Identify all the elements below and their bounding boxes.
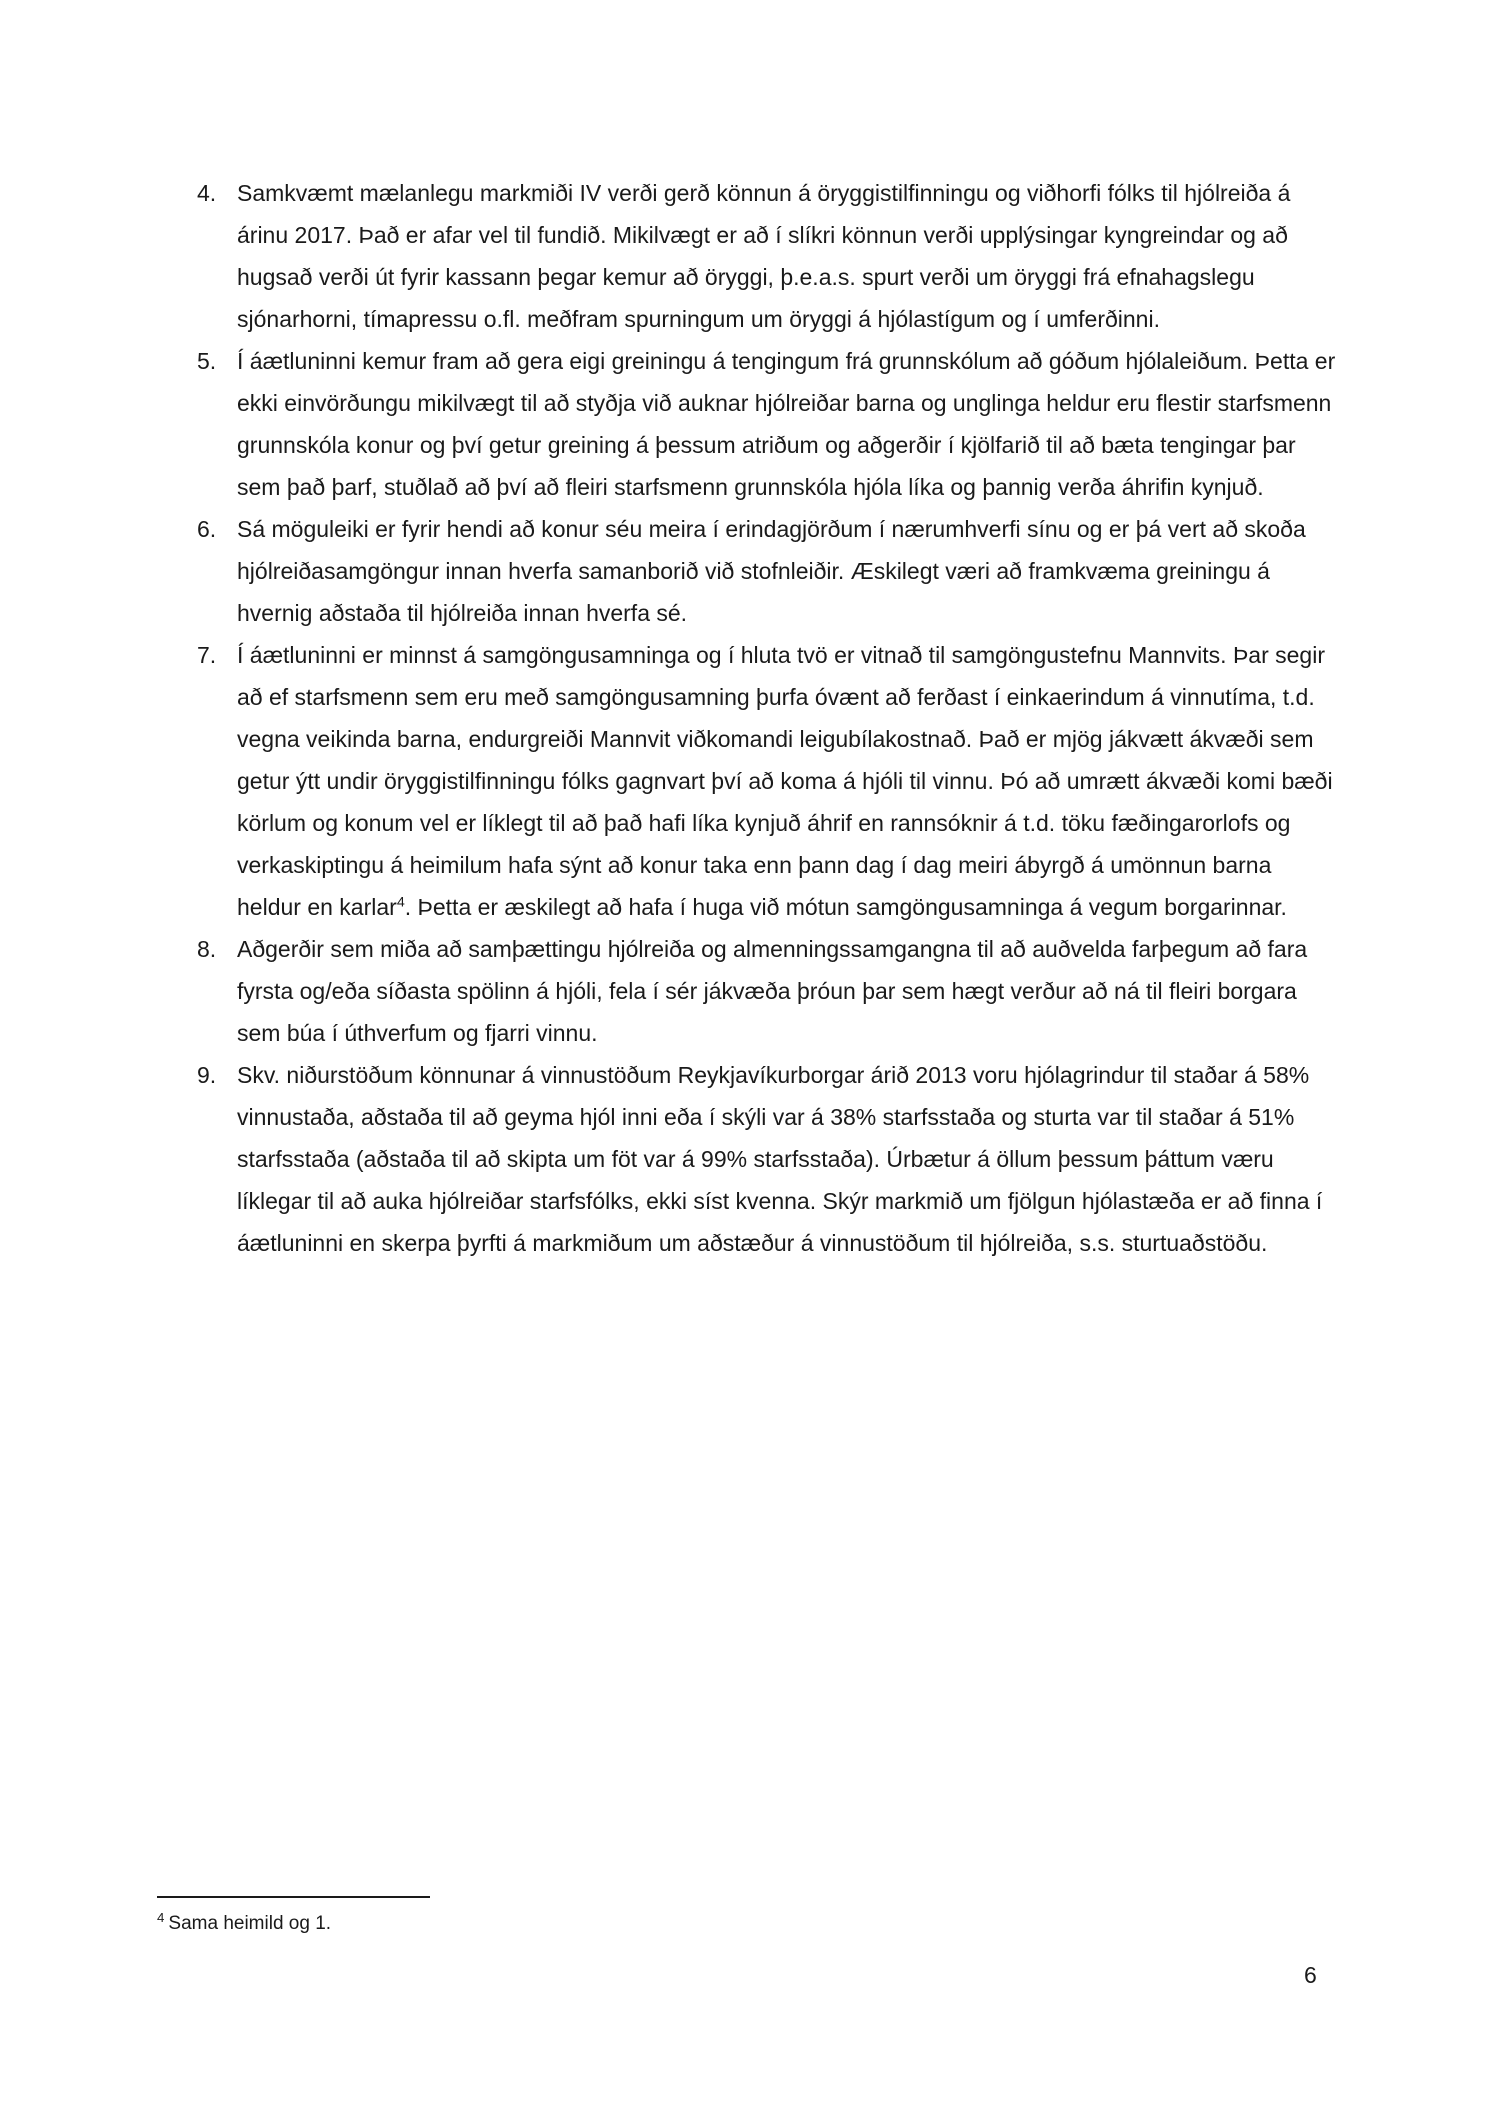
list-item-number: 6. [197,516,217,542]
footnote-text: Sama heimild og 1. [168,1913,332,1934]
list-item-number: 4. [197,180,217,206]
numbered-list [197,172,1340,1264]
list-item-number: 9. [197,1062,217,1088]
list-item-text-segment: . Þetta er æskilegt að hafa í huga við mótun samgöngusamninga á vegum borgarinnar. [404,894,1287,920]
footnote-reference: 4 [396,894,405,911]
page-number: 6 [1304,1962,1317,1988]
list-item-text: Í áætluninni kemur fram að gera eigi greiningu á tengingum frá grunnskólum að góðum hjólaleiðum. Þetta er ekki einvörðungu mikilvægt til að styðja við auknar hjólreiðar barna og unglinga heldur eru flestir starfsmenn grunnskóla konur og því getur greining á þessum atriðum og aðgerðir í kjölfarið til að bæta tengingar þar sem það þarf, stuðlað að því að fleiri starfsmenn grunnskóla hjóla líka og þannig verða áhrifin kynjuð. [237,348,1336,500]
list-item-number: 5. [197,348,217,374]
list-item-text: Aðgerðir sem miða að samþættingu hjólreiða og almenningssamgangna til að auðvelda farþegum að fara fyrsta og/eða síðasta spölinn á hjóli, fela í sér jákvæða þróun þar sem hægt verður að ná til fleiri borgara sem búa í úthverfum og fjarri vinnu. [237,936,1308,1046]
list-item-text: Sá möguleiki er fyrir hendi að konur séu meira í erindagjörðum í nærumhverfi sínu og er þá vert að skoða hjólreiðasamgöngur innan hverfa samanborið við stofnleiðir. Æskilegt væri að framkvæma greiningu á hvernig aðstaða til hjólreiða innan hverfa sé. [237,516,1306,626]
footnote-separator [157,1896,430,1898]
footnote [157,1910,331,1938]
list-item-text [237,634,1340,928]
list-item [197,508,1340,634]
list-item-text-segment: Í áætluninni er minnst á samgöngusamninga og í hluta tvö er vitnað til samgöngustefnu Mannvits. Þar segir að ef starfsmenn sem eru með samgöngusamning þurfa óvænt að ferðast í einkaerindum á vinnutíma, t.d. vegna veikinda barna, endurgreiði Mannvit viðkomandi leigubílakostnað. Það er mjög jákvætt ákvæði sem getur ýtt undir öryggistilfinningu fólks gagnvart því að koma á hjóli til vinnu. Þó að umrætt ákvæði komi bæði körlum og konum vel er líklegt til að það hafi líka kynjuð áhrif en rannsóknir á t.d. töku fæðingarorlofs og verkaskiptingu á heimilum hafa sýnt að konur taka enn þann dag í dag meiri ábyrgð á umönnun barna heldur en karlar [237,642,1333,920]
list-item [197,928,1340,1054]
list-item [197,172,1340,340]
footnote-marker: 4 [157,1909,165,1925]
list-item-number: 7. [197,642,217,668]
list-item-text: Skv. niðurstöðum könnunar á vinnustöðum Reykjavíkurborgar árið 2013 voru hjólagrindur til staðar á 58% vinnustaða, aðstaða til að geyma hjól inni eða í skýli var á 38% starfsstaða og sturta var til staðar á 51% starfsstaða (aðstaða til að skipta um föt var á 99% starfsstaða). Úrbætur á öllum þessum þáttum væru líklegar til að auka hjólreiðar starfsfólks, ekki síst kvenna. Skýr markmið um fjölgun hjólastæða er að finna í áætluninni en skerpa þyrfti á markmiðum um aðstæður á vinnustöðum til hjólreiða, s.s. sturtuaðstöðu. [237,1062,1323,1256]
list-item-number: 8. [197,936,217,962]
list-item-text: Samkvæmt mælanlegu markmiði IV verði gerð könnun á öryggistilfinningu og viðhorfi fólks til hjólreiða á árinu 2017. Það er afar vel til fundið. Mikilvægt er að í slíkri könnun verði upplýsingar kyngreindar og að hugsað verði út fyrir kassann þegar kemur að öryggi, þ.e.a.s. spurt verði um öryggi frá efnahagslegu sjónarhorni, tímapressu o.fl. meðfram spurningum um öryggi á hjólastígum og í umferðinni. [237,180,1291,332]
list-item [197,634,1340,928]
list-item [197,340,1340,508]
list-item [197,1054,1340,1264]
